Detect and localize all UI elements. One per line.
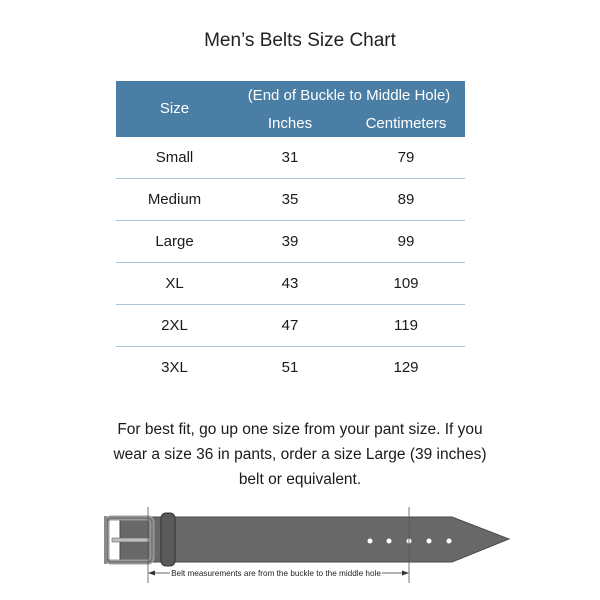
- table-row: [116, 221, 465, 263]
- size-chart-table: [116, 81, 465, 388]
- measurement-caption: Belt measurements are from the buckle to the middle hole: [171, 569, 381, 578]
- belt-keeper: [161, 513, 175, 566]
- cell-centimeters: 129: [393, 359, 419, 376]
- cell-size: Small: [155, 149, 194, 166]
- cell-centimeters: 119: [394, 317, 418, 334]
- cell-size: 3XL: [161, 359, 188, 376]
- belt-hole: [447, 539, 452, 544]
- header-inches: Inches: [267, 115, 313, 132]
- cell-size: Large: [155, 233, 194, 250]
- cell-inches: 51: [281, 359, 299, 376]
- cell-inches: 47: [281, 317, 299, 334]
- table-row: [116, 179, 465, 221]
- header-measurement-group: (End of Buckle to Middle Hole): [247, 87, 451, 104]
- header-centimeters: Centimeters: [365, 115, 447, 132]
- table-header: [116, 81, 465, 137]
- table-row: [116, 263, 465, 305]
- table-row: [116, 305, 465, 347]
- table-row: [116, 137, 465, 179]
- belt-hole: [387, 539, 392, 544]
- header-size: Size: [159, 100, 190, 117]
- cell-centimeters: 99: [397, 233, 415, 250]
- fit-note: For best fit, go up one size from your pant size. If you wear a size 36 in pants, order a size Large (39 inches) belt or equivalent.: [113, 421, 487, 488]
- belt-hole: [427, 539, 432, 544]
- cell-centimeters: 89: [397, 191, 415, 208]
- cell-inches: 39: [281, 233, 299, 250]
- cell-centimeters: 79: [397, 149, 415, 166]
- page-title: Men’s Belts Size Chart: [204, 30, 396, 51]
- cell-size: 2XL: [161, 317, 188, 334]
- cell-size: Medium: [147, 191, 202, 208]
- belt-diagram: [0, 505, 600, 585]
- table-row: [116, 347, 465, 388]
- cell-size: XL: [165, 275, 184, 292]
- cell-inches: 43: [281, 275, 299, 292]
- belt-hole: [368, 539, 373, 544]
- cell-centimeters: 109: [393, 275, 419, 292]
- cell-inches: 31: [281, 149, 299, 166]
- buckle-prong: [112, 538, 150, 542]
- cell-inches: 35: [281, 191, 299, 208]
